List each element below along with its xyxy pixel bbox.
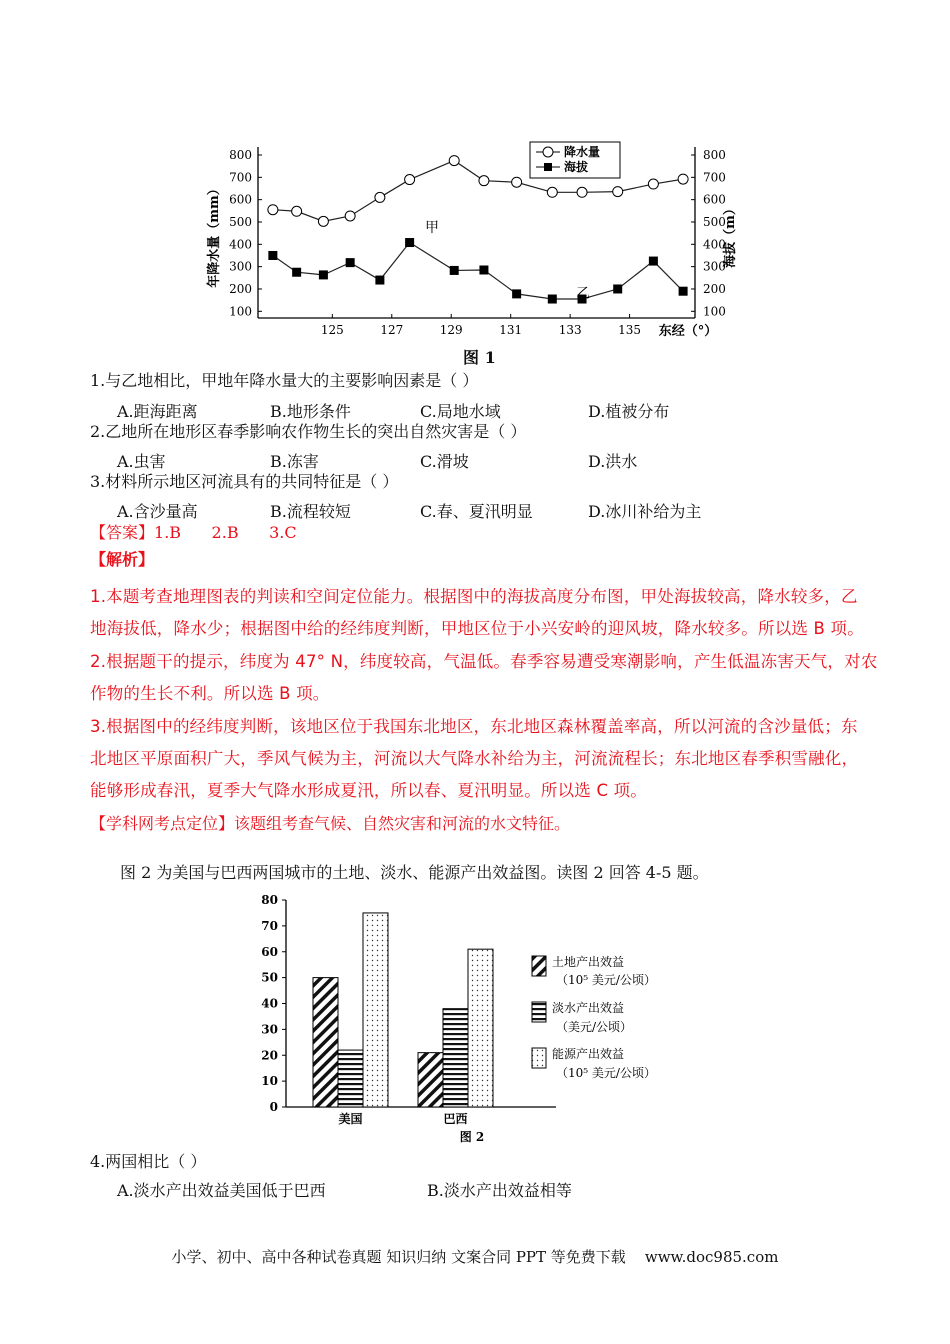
fig1-ytick-label-left: 600 — [229, 192, 252, 207]
elev-point — [375, 276, 384, 285]
fig2-ytick-label: 50 — [261, 970, 278, 985]
fig1-legend — [530, 142, 620, 178]
legend-diagonal-swatch — [532, 956, 546, 976]
bar-brazil-dotted — [468, 949, 493, 1107]
q2-option-b: B.冻害 — [270, 452, 319, 471]
legend-land-line1: 土地产出效益 — [552, 955, 625, 969]
elev-point — [292, 268, 301, 277]
answer-label: 【答案】 — [90, 523, 155, 542]
analysis-line-6: 北地区平原面积广大，季风气候为主，河流以大气降水补给为主，河流流程长；东北地区春季积雪融化， — [90, 749, 859, 768]
analysis-line-3: 2.根据题干的提示，纬度为 47° N，纬度较高，气温低。春季容易遭受寒潮影响，产生低温冻害天气，对农 — [90, 652, 878, 671]
fig1-ytick-label-right: 100 — [703, 304, 726, 319]
fig2-ytick-label: 0 — [269, 1100, 278, 1114]
fig1-caption: 图 1 — [463, 348, 496, 367]
q4-option-b: B.淡水产出效益相等 — [427, 1181, 572, 1200]
fig1-ytick-label-right: 400 — [703, 237, 726, 252]
q3-option-d: D.冰川补给为主 — [588, 502, 702, 521]
q3-option-a: A.含沙量高 — [117, 502, 198, 521]
fig1-ytick-label-right: 500 — [703, 214, 726, 229]
q1-option-c: C.局地水域 — [420, 402, 501, 421]
analysis-line-2: 地海拔低，降水少；根据图中给的经纬度判断，甲地区位于小兴安岭的迎风坡，降水较多。所以选 B 项。 — [90, 619, 864, 638]
legend-energy-line2: （10⁵ 美元/公顷） — [556, 1066, 656, 1080]
fig2-caption: 图 2 — [459, 1130, 485, 1144]
analysis-line-5: 3.根据图中的经纬度判断，该地区位于我国东北地区，东北地区森林覆盖率高，所以河流的含沙量低；东 — [90, 717, 858, 736]
q2-option-c: C.滑坡 — [420, 452, 469, 471]
legend-land-line2: （10⁵ 美元/公顷） — [556, 973, 656, 987]
fig2-ytick-label: 10 — [261, 1074, 278, 1089]
elev-point — [649, 257, 658, 266]
bar-usa-horizontal — [338, 1050, 363, 1107]
kaodian-label: 【学科网考点定位】 — [90, 814, 235, 833]
precip-point — [512, 177, 522, 187]
page-footer: 小学、初中、高中各种试卷真题 知识归纳 文案合同 PPT 等免费下载 www.doc985.com — [171, 1248, 779, 1266]
precip-point — [613, 187, 623, 197]
fig2-ytick-label: 60 — [261, 944, 278, 959]
fig2-category-label: 美国 — [338, 1112, 363, 1126]
analysis-line-1: 1.本题考查地理图表的判读和空间定位能力。根据图中的海拔高度分布图，甲处海拔较高，降水较多，乙 — [90, 587, 858, 606]
fig1-ytick-label-left: 200 — [229, 281, 252, 296]
legend-precip: 降水量 — [564, 145, 601, 159]
elev-point — [450, 266, 459, 275]
bar-usa-diagonal — [313, 978, 338, 1107]
analysis-label: 【解析】 — [90, 550, 155, 569]
q3-stem: 3.材料所示地区河流具有的共同特征是（ ） — [90, 472, 399, 491]
fig2-ytick-label: 20 — [261, 1048, 278, 1063]
kaodian-text: 该题组考查气候、自然灾害和河流的水文特征。 — [234, 814, 571, 833]
elev-point — [613, 284, 622, 293]
bar-brazil-diagonal — [418, 1053, 443, 1107]
precip-point — [547, 187, 557, 197]
bar-usa-dotted — [363, 913, 388, 1107]
fig1-ytick-label-left: 100 — [229, 304, 252, 319]
fig1-xtick-label: 131 — [499, 323, 523, 337]
figure1-chart — [200, 135, 740, 345]
q2-option-a: A.虫害 — [117, 452, 166, 471]
fig1-xtick-label: 127 — [380, 323, 404, 337]
precip-point — [678, 174, 688, 184]
fig1-ytick-label-left: 400 — [229, 237, 252, 252]
precip-point — [449, 156, 459, 166]
answer-line — [90, 522, 297, 544]
q1-stem: 1.与乙地相比，甲地年降水量大的主要影响因素是（ ） — [90, 371, 479, 390]
precip-point — [405, 175, 415, 185]
q3-option-c: C.春、夏汛明显 — [420, 502, 533, 521]
legend-water-line1: 淡水产出效益 — [552, 1001, 625, 1015]
fig1-ytick-label-left: 300 — [229, 259, 252, 274]
precip-point — [292, 206, 302, 216]
fig1-ytick-label-right: 700 — [703, 170, 726, 185]
fig1-ylabel-right: 海拔（m） — [723, 202, 738, 268]
precip-point — [268, 205, 278, 215]
q4-option-a: A.淡水产出效益美国低于巴西 — [117, 1181, 326, 1200]
elev-point — [405, 238, 414, 247]
fig2-category-label: 巴西 — [443, 1112, 468, 1126]
fig1-xtick-label: 135 — [618, 323, 642, 337]
elev-point — [679, 287, 688, 296]
kaodian-line — [90, 813, 570, 835]
fig1-ytick-label-right: 800 — [703, 148, 726, 162]
legend-square-icon — [544, 163, 552, 171]
fig1-ytick-label-left: 500 — [229, 214, 252, 229]
fig1-ytick-label-left: 800 — [229, 148, 252, 162]
elev-point — [512, 289, 521, 298]
fig2-ytick-label: 30 — [261, 1022, 278, 1037]
precip-point — [577, 187, 587, 197]
legend-horizontal-swatch — [532, 1002, 546, 1022]
annotation-yi: 乙 — [576, 286, 590, 302]
fig2-ytick-label: 70 — [261, 918, 278, 933]
fig2-ytick-label: 40 — [261, 996, 278, 1011]
answer-text: 1.B 2.B 3.C — [154, 523, 297, 542]
fig1-xtick-label: 133 — [558, 323, 582, 337]
q4-stem: 4.两国相比（ ） — [90, 1152, 207, 1171]
fig1-xlabel: 东经（°） — [658, 324, 718, 339]
precip-point — [648, 179, 658, 189]
precip-point — [479, 176, 489, 186]
analysis-line-4: 作物的生长不利。所以选 B 项。 — [90, 684, 330, 703]
elev-point — [319, 270, 328, 279]
precip-point — [318, 216, 328, 226]
legend-circle-icon — [543, 147, 553, 157]
bar-brazil-horizontal — [443, 1009, 468, 1107]
fig1-xtick-label: 129 — [439, 323, 463, 337]
fig1-ytick-label-right: 300 — [703, 259, 726, 274]
legend-energy-line1: 能源产出效益 — [552, 1047, 625, 1061]
q1-option-d: D.植被分布 — [588, 402, 670, 421]
q2-stem: 2.乙地所在地形区春季影响农作物生长的突出自然灾害是（ ） — [90, 422, 527, 441]
fig1-ytick-label-right: 200 — [703, 281, 726, 296]
analysis-line-7: 能够形成春汛，夏季大气降水形成夏汛，所以春、夏汛明显。所以选 C 项。 — [90, 781, 648, 800]
precip-point — [345, 211, 355, 221]
legend-dotted-swatch — [532, 1048, 546, 1068]
elev-point — [346, 258, 355, 267]
fig1-ylabel-left: 年降水量（mm） — [207, 182, 222, 288]
q1-option-b: B.地形条件 — [270, 402, 351, 421]
figure2-intro: 图 2 为美国与巴西两国城市的土地、淡水、能源产出效益图。读图 2 回答 4-5 题。 — [120, 863, 709, 882]
elev-point — [548, 295, 557, 304]
legend-elev: 海拔 — [564, 160, 589, 174]
fig1-xtick-label: 125 — [320, 323, 344, 337]
fig2-ytick-label: 80 — [261, 893, 278, 907]
fig1-ytick-label-right: 600 — [703, 192, 726, 207]
elev-point — [479, 265, 488, 274]
figure2-chart — [250, 888, 690, 1148]
fig2-legend — [532, 954, 656, 1080]
fig1-ytick-label-left: 700 — [229, 170, 252, 185]
annotation-jia: 甲 — [425, 220, 439, 236]
q2-option-d: D.洪水 — [588, 452, 638, 471]
precip-point — [375, 192, 385, 202]
q3-option-b: B.流程较短 — [270, 502, 351, 521]
legend-water-line2: （美元/公顷） — [556, 1020, 633, 1034]
q1-option-a: A.距海距离 — [117, 402, 198, 421]
elev-point — [268, 251, 277, 260]
